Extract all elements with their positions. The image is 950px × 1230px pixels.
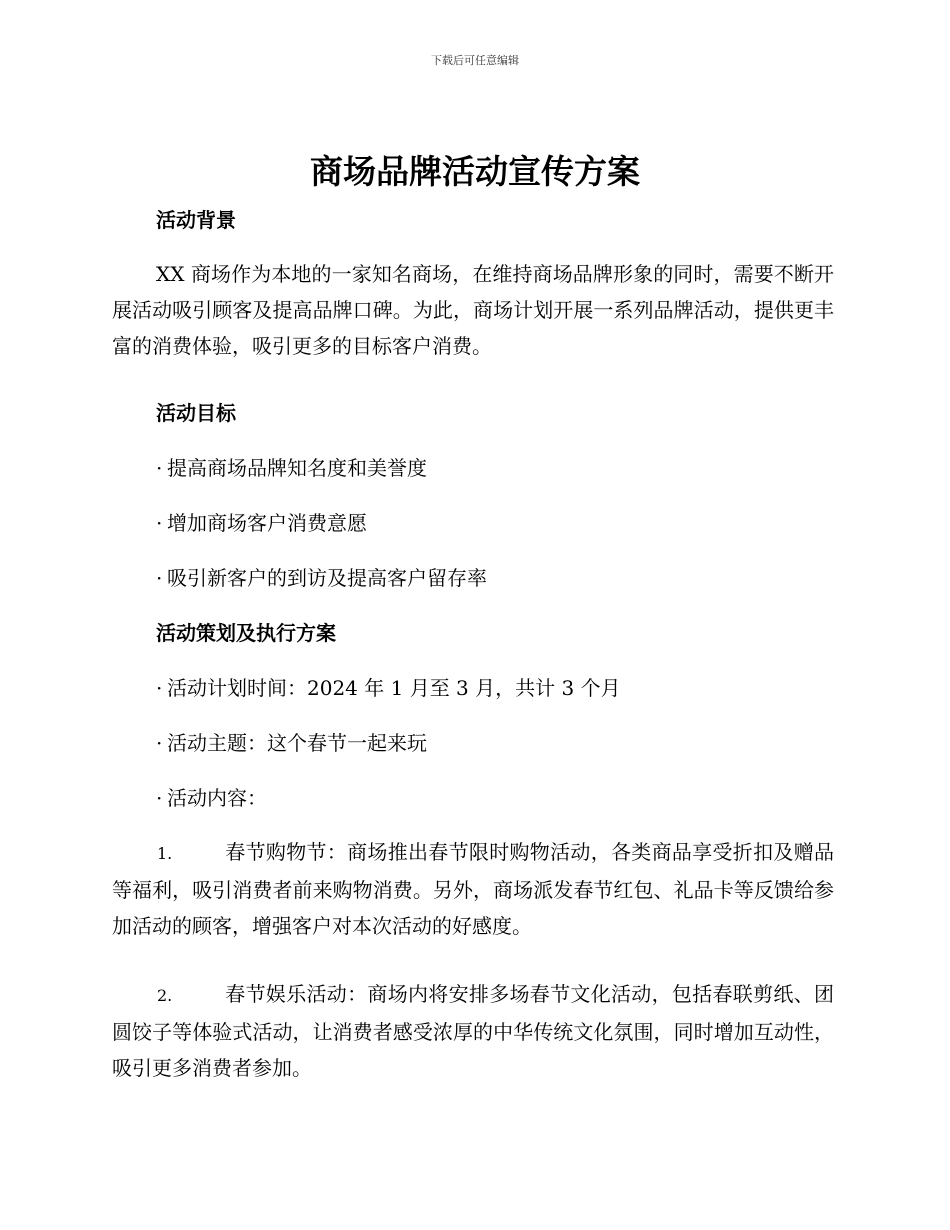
background-paragraph: [112, 256, 834, 364]
numbered-item-number: 2.: [157, 986, 173, 1005]
goal-item-text: 吸引新客户的到访及提高客户留存率: [167, 566, 487, 590]
plan-item-text: 活动计划时间：2024 年 1 月至 3 月，共计 3 个月: [167, 676, 621, 700]
goal-item-text: 增加商场客户消费意愿: [167, 511, 367, 535]
plan-item-text: 活动主题：这个春节一起来玩: [167, 731, 427, 755]
section-heading-plan: 活动策划及执行方案: [156, 621, 336, 645]
plan-item: [156, 784, 267, 812]
numbered-item-text: 春节娱乐活动：商场内将安排多场春节文化活动，包括春联剪纸、团圆饺子等体验式活动，让消费者感受浓厚的中华传统文化氛围，同时增加互动性，吸引更多消费者参加。: [112, 982, 834, 1080]
bullet-symbol: ·: [156, 566, 163, 590]
plan-item: [156, 729, 427, 757]
plan-item-text: 活动内容：: [167, 786, 267, 810]
numbered-item-text: 春节购物节：商场推出春节限时购物活动，各类商品享受折扣及赠品等福利，吸引消费者前来购物消费。另外，商场派发春节红包、礼品卡等反馈给参加活动的顾客，增强客户对本次活动的好感度。: [112, 840, 834, 938]
bullet-symbol: ·: [156, 786, 163, 810]
numbered-item-number: 1.: [157, 844, 173, 863]
section-heading-background: 活动背景: [156, 208, 236, 232]
numbered-item: [112, 976, 834, 1086]
bullet-symbol: ·: [156, 456, 163, 480]
bullet-symbol: ·: [156, 511, 163, 535]
goal-item: [156, 454, 427, 482]
goal-item-text: 提高商场品牌知名度和美誉度: [167, 456, 427, 480]
section-heading-goals: 活动目标: [156, 401, 236, 425]
page-header-note: 下载后可任意编辑: [431, 54, 519, 67]
bullet-symbol: ·: [156, 676, 163, 700]
bullet-symbol: ·: [156, 731, 163, 755]
goal-item: [156, 509, 367, 537]
numbered-item: [112, 834, 834, 944]
plan-item: [156, 674, 621, 702]
background-paragraph-text: XX 商场作为本地的一家知名商场，在维持商场品牌形象的同时，需要不断开展活动吸引顾客及提高品牌口碑。为此，商场计划开展一系列品牌活动，提供更丰富的消费体验，吸引更多的目标客户消费。: [112, 262, 834, 358]
goal-item: [156, 564, 487, 592]
document-title: 商场品牌活动宣传方案: [310, 152, 640, 191]
